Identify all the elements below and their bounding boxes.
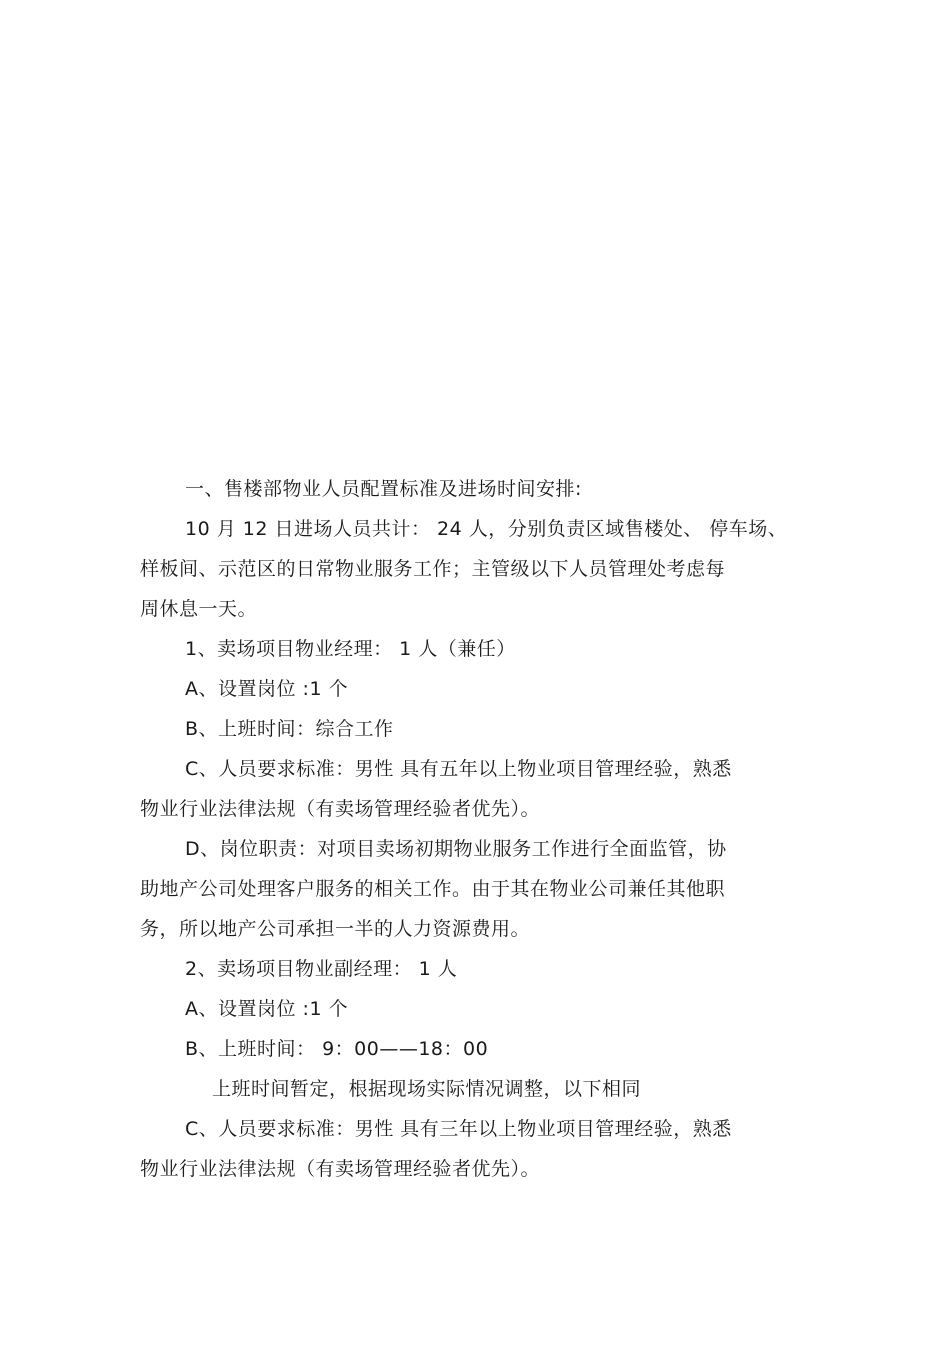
item-heading: 1、卖场项目物业经理： 1 人（兼任） xyxy=(185,638,516,660)
paragraph-line: 助地产公司处理客户服务的相关工作。由于其在物业公司兼任其他职 xyxy=(140,878,726,900)
paragraph-line: 10 月 12 日进场人员共计： 24 人，分别负责区域售楼处、 停车场、 xyxy=(185,518,788,540)
paragraph-line: 务，所以地产公司承担一半的人力资源费用。 xyxy=(140,918,531,940)
paragraph-line: 样板间、示范区的日常物业服务工作；主管级以下人员管理处考虑每 xyxy=(140,558,726,580)
item-heading: 2、卖场项目物业副经理： 1 人 xyxy=(185,958,458,980)
paragraph-line: 周休息一天。 xyxy=(140,598,258,620)
item-line: D、岗位职责：对项目卖场初期物业服务工作进行全面监管，协 xyxy=(185,838,727,860)
section-heading: 一、售楼部物业人员配置标准及进场时间安排: xyxy=(185,478,582,500)
item-line: A、设置岗位 :1 个 xyxy=(185,998,349,1020)
item-line: B、上班时间： 9：00——18：00 xyxy=(185,1038,489,1060)
item-line: C、人员要求标准：男性 具有五年以上物业项目管理经验，熟悉 xyxy=(185,758,732,780)
paragraph-line: 物业行业法律法规（有卖场管理经验者优先）。 xyxy=(140,798,541,820)
note-line: 上班时间暂定，根据现场实际情况调整，以下相同 xyxy=(212,1078,642,1100)
item-line: A、设置岗位 :1 个 xyxy=(185,678,349,700)
item-line: B、上班时间：综合工作 xyxy=(185,718,394,740)
paragraph-line: 物业行业法律法规（有卖场管理经验者优先）。 xyxy=(140,1158,541,1180)
item-line: C、人员要求标准：男性 具有三年以上物业项目管理经验，熟悉 xyxy=(185,1118,732,1140)
